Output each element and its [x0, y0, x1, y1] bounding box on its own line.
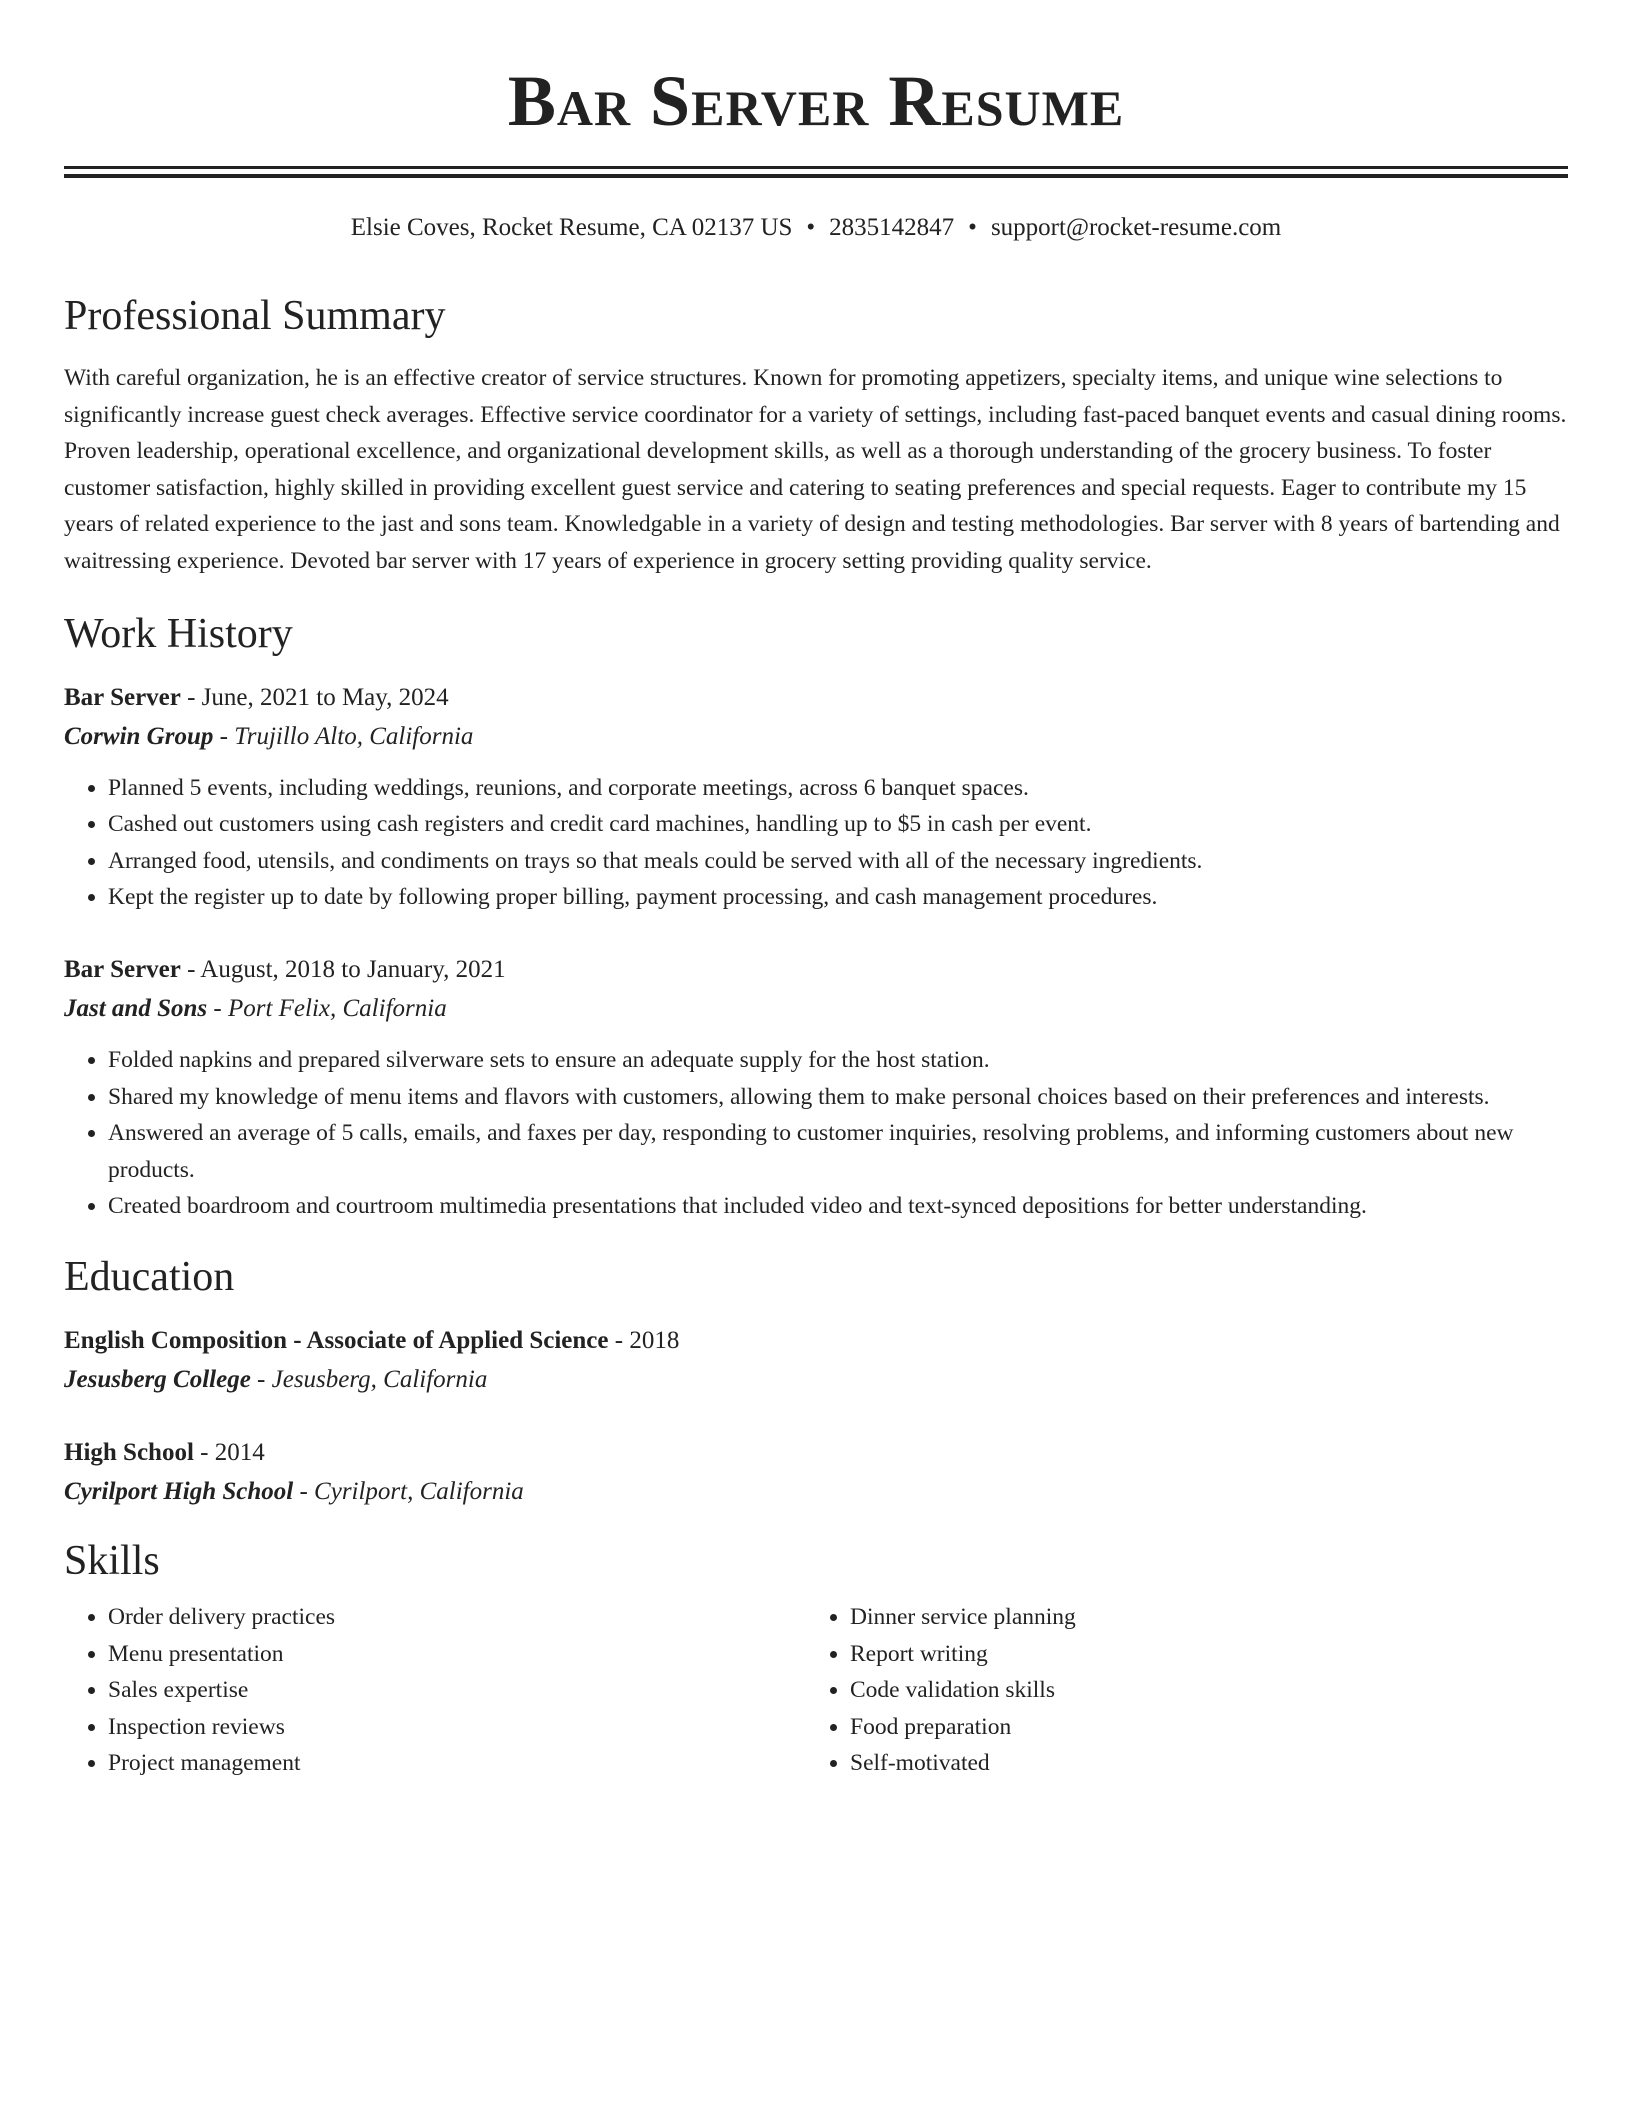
summary-heading: Professional Summary: [64, 293, 446, 339]
job-location: - Port Felix, California: [207, 994, 447, 1022]
job-header: [64, 950, 1568, 989]
contact-separator: •: [968, 214, 977, 241]
education-degree: English Composition - Associate of Applied Science: [64, 1326, 609, 1354]
job-bullet: • Arranged food, utensils, and condiments on trays so that meals could be served with all of the necessary ingredients.: [108, 843, 1568, 880]
skill-item: • Sales expertise: [108, 1672, 806, 1709]
education-header: [64, 1321, 1568, 1360]
skill-item: • Order delivery practices: [108, 1599, 806, 1636]
skills-heading: Skills: [64, 1537, 160, 1584]
skill-item: • Report writing: [850, 1636, 1548, 1673]
skills-grid: [64, 1599, 1568, 1782]
contact-phone: 2835142847: [829, 214, 955, 241]
education-location: - Jesusberg, California: [250, 1365, 488, 1393]
job-bullet: • Planned 5 events, including weddings, reunions, and corporate meetings, across 6 banquet spaces.: [108, 770, 1568, 807]
summary-section: [64, 290, 1568, 580]
skills-column-right: [806, 1599, 1548, 1782]
education-year: - 2014: [193, 1438, 265, 1466]
job-company: Corwin Group: [64, 722, 214, 750]
education-school-line: [64, 1360, 1568, 1399]
education-school: Cyrilport High School: [64, 1477, 294, 1505]
skill-item: • Menu presentation: [108, 1636, 806, 1673]
contact-line: [64, 210, 1568, 246]
job-title: Bar Server: [64, 683, 181, 711]
education-entry: [64, 1321, 1568, 1399]
job-bullets: [64, 1042, 1568, 1225]
education-header: [64, 1433, 1568, 1472]
education-year: - 2018: [608, 1326, 680, 1354]
contact-email: support@rocket-resume.com: [990, 214, 1282, 241]
job-bullets: [64, 770, 1568, 916]
job-entry: [64, 950, 1568, 1225]
work-history-section: [64, 608, 1568, 1225]
job-location: - Trujillo Alto, California: [213, 722, 474, 750]
skill-item: • Food preparation: [850, 1709, 1548, 1746]
job-bullet: • Cashed out customers using cash registers and credit card machines, handling up to $5 in cash per event.: [108, 806, 1568, 843]
job-employer: [64, 989, 1568, 1028]
skills-section: [64, 1535, 1568, 1782]
title-divider: [64, 166, 1568, 178]
education-heading: Education: [64, 1253, 235, 1300]
job-bullet: • Shared my knowledge of menu items and flavors with customers, allowing them to make personal choices based on their preferences and interests.: [108, 1079, 1568, 1116]
job-entry: [64, 678, 1568, 916]
education-entry: [64, 1433, 1568, 1511]
skill-item: • Self-motivated: [850, 1745, 1548, 1782]
job-bullet: • Kept the register up to date by following proper billing, payment processing, and cash management procedures.: [108, 879, 1568, 916]
summary-text: With careful organization, he is an effective creator of service structures. Known for promoting appetizers, specialty items, and unique wine selections to significantly increase guest check averages. Effective service coordinator for a variety of settings, including fast-paced banquet events and casual dining rooms. Proven leadership, operational excellence, and organizational development skills, as well as a thorough understanding of the grocery business. To foster customer satisfaction, highly skilled in providing excellent guest service and catering to seating preferences and special requests. Eager to contribute my 15 years of related experience to the jast and sons team. Knowledgable in a variety of design and testing methodologies. Bar server with 8 years of bartending and waitressing experience. Devoted bar server with 17 years of experience in grocery setting providing quality service.: [64, 365, 1567, 574]
job-bullet: • Created boardroom and courtroom multimedia presentations that included video and text-synced depositions for better understanding.: [108, 1188, 1568, 1225]
work-history-heading: Work History: [64, 610, 293, 657]
education-section: [64, 1251, 1568, 1511]
education-degree: High School: [64, 1438, 194, 1466]
resume-title: Bar Server Resume: [507, 61, 1125, 141]
job-company: Jast and Sons: [64, 994, 208, 1022]
skills-column-left: [64, 1599, 806, 1782]
education-school-line: [64, 1472, 1568, 1511]
job-bullet: • Folded napkins and prepared silverware sets to ensure an adequate supply for the host station.: [108, 1042, 1568, 1079]
skill-item: • Inspection reviews: [108, 1709, 806, 1746]
skill-item: • Dinner service planning: [850, 1599, 1548, 1636]
job-dates: - August, 2018 to January, 2021: [180, 955, 506, 983]
contact-separator: •: [806, 214, 816, 241]
skill-item: • Code validation skills: [850, 1672, 1548, 1709]
job-bullet: • Answered an average of 5 calls, emails, and faxes per day, responding to customer inquiries, resolving problems, and informing customers about new products.: [108, 1115, 1568, 1188]
job-employer: [64, 717, 1568, 756]
education-location: - Cyrilport, California: [293, 1477, 524, 1505]
job-title: Bar Server: [64, 955, 181, 983]
education-school: Jesusberg College: [64, 1365, 251, 1393]
skill-item: • Project management: [108, 1745, 806, 1782]
contact-address: Elsie Coves, Rocket Resume, CA 02137 US: [350, 214, 793, 241]
job-header: [64, 678, 1568, 717]
job-dates: - June, 2021 to May, 2024: [180, 683, 449, 711]
